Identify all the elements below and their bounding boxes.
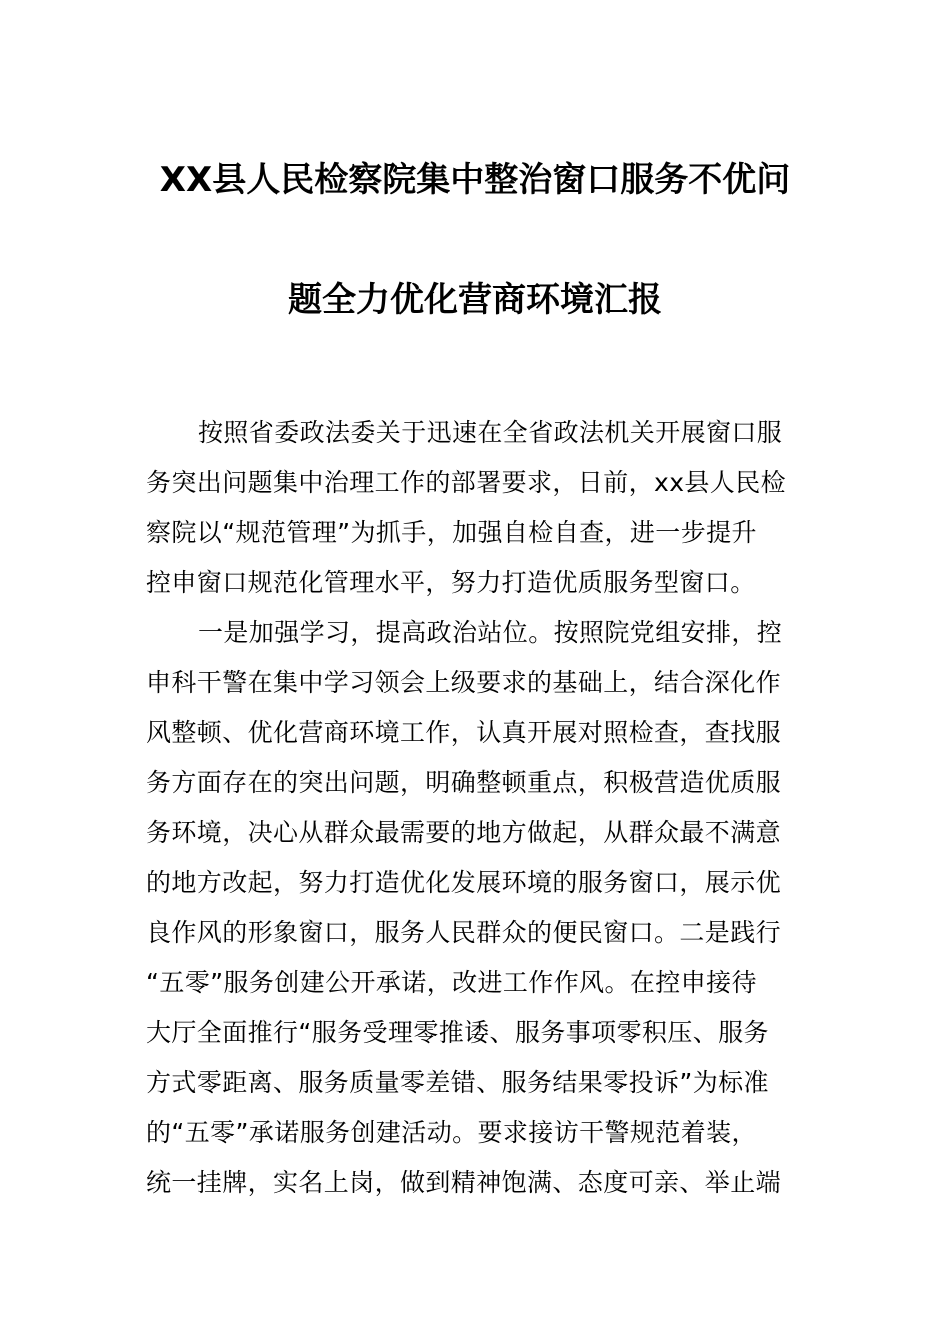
paragraph-line: 良作风的形象窗口，服务人民群众的便民窗口。二是践行 xyxy=(146,918,782,947)
paragraph-line: 统一挂牌，实名上岗，做到精神饱满、态度可亲、举止端 xyxy=(146,1168,782,1197)
document-title-line-1: XX县人民检察院集中整治窗口服务不优问 xyxy=(159,160,791,200)
paragraph-line: 按照省委政法委关于迅速在全省政法机关开展窗口服 xyxy=(198,418,783,447)
paragraph-line: 察院以“规范管理”为抓手，加强自检自查，进一步提升 xyxy=(146,518,757,547)
paragraph-line: 申科干警在集中学习领会上级要求的基础上，结合深化作 xyxy=(146,668,782,697)
paragraph-line: 控申窗口规范化管理水平，努力打造优质服务型窗口。 xyxy=(146,568,756,597)
paragraph-line: “五零”服务创建公开承诺，改进工作作风。在控申接待 xyxy=(146,968,757,997)
paragraph-line: 务环境，决心从群众最需要的地方做起，从群众最不满意 xyxy=(146,818,782,847)
paragraph-line: 一是加强学习，提高政治站位。按照院党组安排，控 xyxy=(198,618,783,647)
paragraph-line: 方式零距离、服务质量零差错、服务结果零投诉”为标准 xyxy=(146,1068,769,1097)
paragraph-line: 的地方改起，努力打造优化发展环境的服务窗口，展示优 xyxy=(146,868,782,897)
paragraph-line: 大厅全面推行“服务受理零推诿、服务事项零积压、服务 xyxy=(146,1018,769,1047)
paragraph-line: 务方面存在的突出问题，明确整顿重点，积极营造优质服 xyxy=(146,768,782,797)
paragraph-line: 的“五零”承诺服务创建活动。要求接访干警规范着装， xyxy=(146,1118,757,1147)
paragraph-line: 风整顿、优化营商环境工作，认真开展对照检查，查找服 xyxy=(146,718,782,747)
paragraph-line: 务突出问题集中治理工作的部署要求，日前，xx县人民检 xyxy=(146,468,786,497)
document-title-line-2: 题全力优化营商环境汇报 xyxy=(288,280,662,320)
